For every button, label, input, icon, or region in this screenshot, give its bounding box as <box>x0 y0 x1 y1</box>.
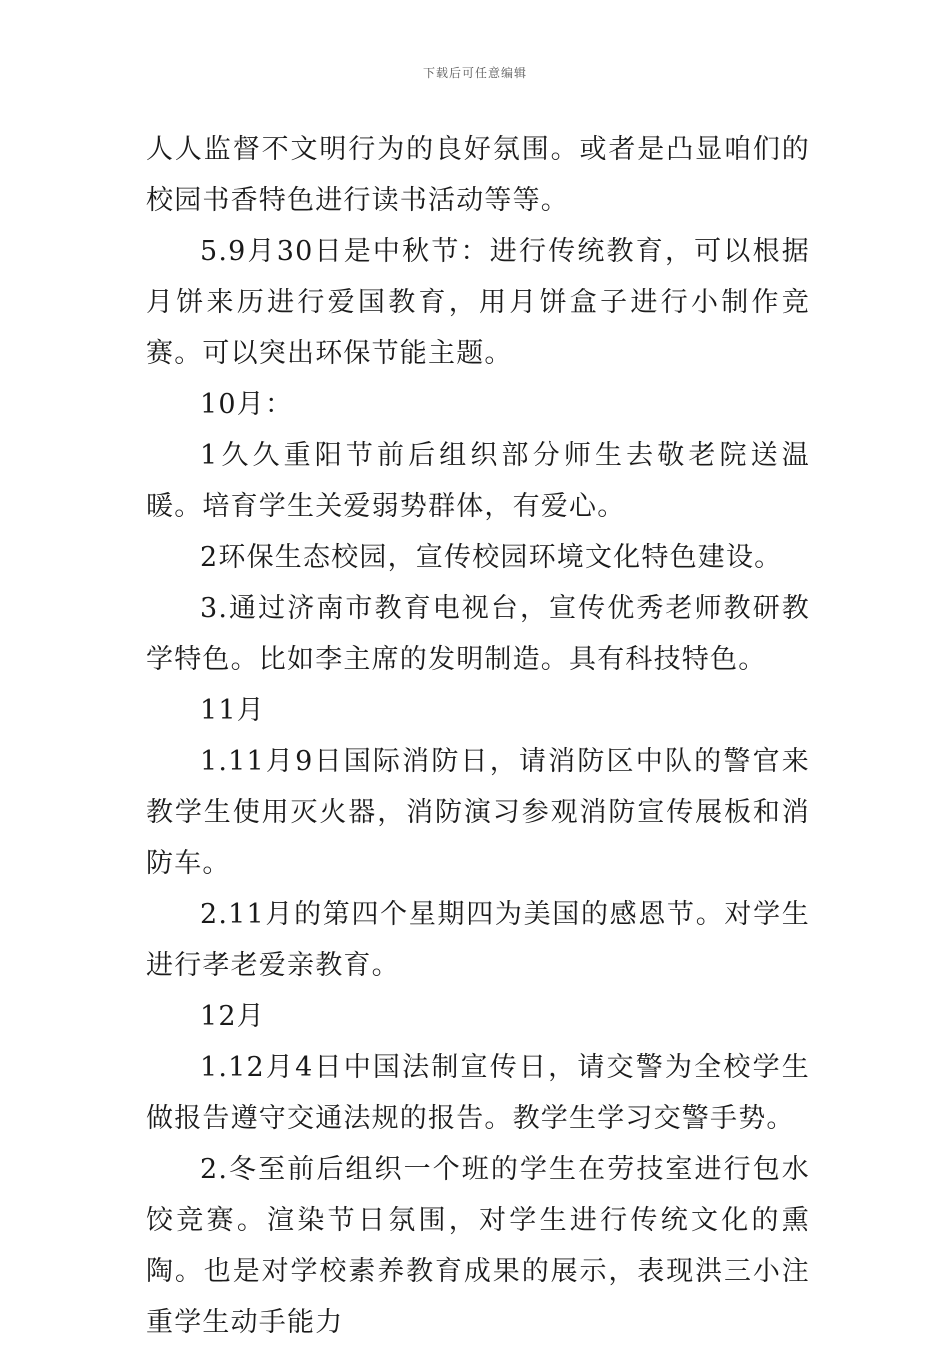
section-heading-november: 11月 <box>200 695 265 726</box>
document-body <box>146 124 810 1348</box>
paragraph-1: 人人监督不文明行为的良好氛围。或者是凸显咱们的校园书香特色进行读书活动等等。 <box>146 134 810 216</box>
paragraph-11: 1.12月4日中国法制宣传日，请交警为全校学生做报告遵守交通法规的报告。教学生学习交警手势。 <box>146 1052 810 1134</box>
paragraph-5: 2环保生态校园，宣传校园环境文化特色建设。 <box>200 542 783 573</box>
paragraph-6: 3.通过济南市教育电视台，宣传优秀老师教研教学特色。比如李主席的发明制造。具有科技特色。 <box>146 593 810 675</box>
paragraph-4: 1久久重阳节前后组织部分师生去敬老院送温暖。培育学生关爱弱势群体，有爱心。 <box>146 440 810 522</box>
paragraph-2: 5.9月30日是中秋节：进行传统教育，可以根据月饼来历进行爱国教育，用月饼盒子进行小制作竞赛。可以突出环保节能主题。 <box>146 236 810 369</box>
paragraph-9: 2.11月的第四个星期四为美国的感恩节。对学生进行孝老爱亲教育。 <box>146 899 810 981</box>
page-header-note: 下载后可任意编辑 <box>422 66 527 80</box>
section-heading-october: 10月： <box>200 389 294 420</box>
paragraph-8: 1.11月9日国际消防日，请消防区中队的警官来教学生使用灭火器，消防演习参观消防宣传展板和消防车。 <box>146 746 810 879</box>
paragraph-12: 2.冬至前后组织一个班的学生在劳技室进行包水饺竞赛。渲染节日氛围，对学生进行传统文化的熏陶。也是对学校素养教育成果的展示，表现洪三小注重学生动手能力 <box>146 1154 810 1338</box>
section-heading-december: 12月 <box>200 1001 265 1032</box>
